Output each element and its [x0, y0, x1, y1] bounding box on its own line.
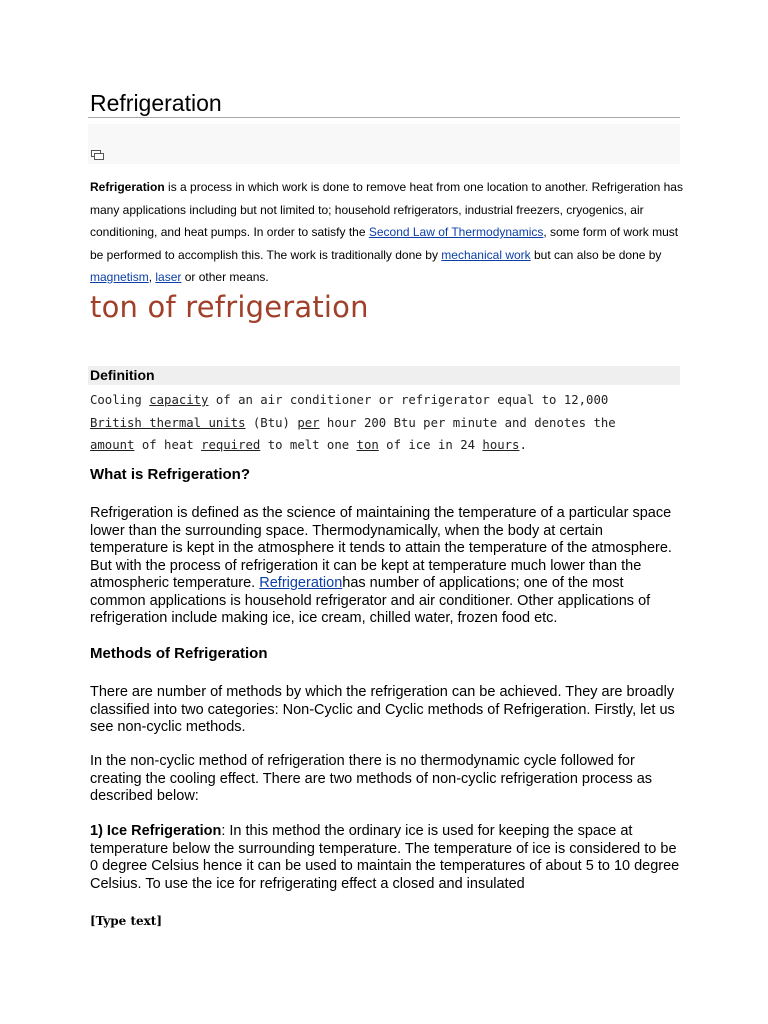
title-divider [88, 117, 680, 118]
methods-paragraph-1: There are number of methods by which the refrigeration can be achieved. They are broadly classified into two categories: Non-Cyclic and Cyclic methods of Refrigeration. Firstly, let us see non-cyclic methods. [90, 684, 675, 735]
intro-text: or other means. [181, 270, 269, 284]
what-is-paragraph [90, 505, 682, 628]
definition-fragment: Cooling [90, 393, 150, 407]
intro-bold-term: Refrigeration [90, 180, 165, 194]
ice-refrigeration-label: 1) Ice Refrigeration [90, 823, 222, 839]
intro-text: but can also be done by [530, 247, 662, 262]
methods-paragraph-2: In the non-cyclic method of refrigeration there is no thermodynamic cycle followed for creating the cooling effect. There are two methods of non-cyclic refrigeration process as described below: [90, 753, 653, 804]
heading-methods-of-refrigeration: Methods of Refrigeration [90, 645, 268, 662]
definition-term-btu[interactable]: British thermal units [90, 415, 246, 430]
definition-text [90, 389, 660, 457]
link-mechanical-work[interactable]: mechanical work [441, 247, 531, 262]
definition-fragment: of an air conditioner or refrigerator equal to 12,000 [208, 393, 609, 407]
definition-fragment: . [519, 438, 527, 452]
link-refrigeration[interactable]: Refrigeration [259, 575, 343, 591]
definition-fragment: of heat [134, 438, 202, 452]
definition-term-required[interactable]: required [201, 438, 261, 452]
definition-fragment: (Btu) [245, 415, 298, 430]
definition-fragment: to melt one [260, 438, 357, 452]
image-placeholder-icon [91, 150, 104, 160]
intro-text: , [148, 270, 156, 284]
link-magnetism[interactable]: magnetism [90, 270, 149, 284]
methods-paragraph-3 [90, 823, 682, 893]
definition-term-capacity[interactable]: capacity [149, 393, 209, 407]
definition-fragment: of ice in 24 [378, 438, 483, 452]
definition-term-per[interactable]: per [297, 415, 320, 430]
intro-text: is a process in which work is done to remove heat from one location to another. Refrigeration has many applications including but not limited to; household refrigerators, industrial freezers, cryogenics, air conditioning, and heat pumps. In order to satisfy the [90, 180, 683, 239]
intro-text: , some form of work must be performed to accomplish this. The work is traditionally done by [90, 225, 679, 262]
ice-refrigeration-text: : In this method the ordinary ice is used for keeping the space at temperature below the surrounding temperature. The temperature of ice is considered to be 0 degree Celsius hence it can be used to maintain the temperatures of about 5 to 10 degree Celsius. To use the ice for refrigerating effect a closed and insulated [90, 823, 680, 892]
heading-what-is-refrigeration: What is Refrigeration? [90, 466, 251, 483]
definition-term-ton[interactable]: ton [356, 438, 379, 452]
definition-label: Definition [90, 367, 155, 383]
definition-term-amount[interactable]: amount [90, 438, 135, 452]
page-title: Refrigeration [90, 90, 222, 116]
definition-fragment: hour 200 Btu per minute and denotes the [319, 415, 616, 430]
intro-paragraph [90, 176, 685, 289]
section-heading: ton of refrigeration [90, 290, 369, 324]
what-is-text: Refrigeration is defined as the science of maintaining the temperature of a particular space lower than the surrounding space. Thermodynamically, when the body at certain temperature is kept in the atmosphere it tends to attain the temperature of the atmosphere. But with the process of refrigeration it can be kept at temperature much lower than the atmospheric temperature. [90, 505, 672, 591]
footer-placeholder: [Type text] [90, 914, 163, 928]
definition-term-hours[interactable]: hours [482, 438, 520, 452]
link-second-law[interactable]: Second Law of Thermodynamics [368, 225, 544, 239]
what-is-text: has number of applications; one of the most common applications is household refrigerator and air conditioner. Other applications of refrigeration include making ice, ice cream, chilled water, frozen food etc. [90, 575, 651, 626]
image-placeholder [88, 124, 680, 164]
link-laser[interactable]: laser [155, 270, 182, 284]
definition-bar [88, 366, 680, 385]
